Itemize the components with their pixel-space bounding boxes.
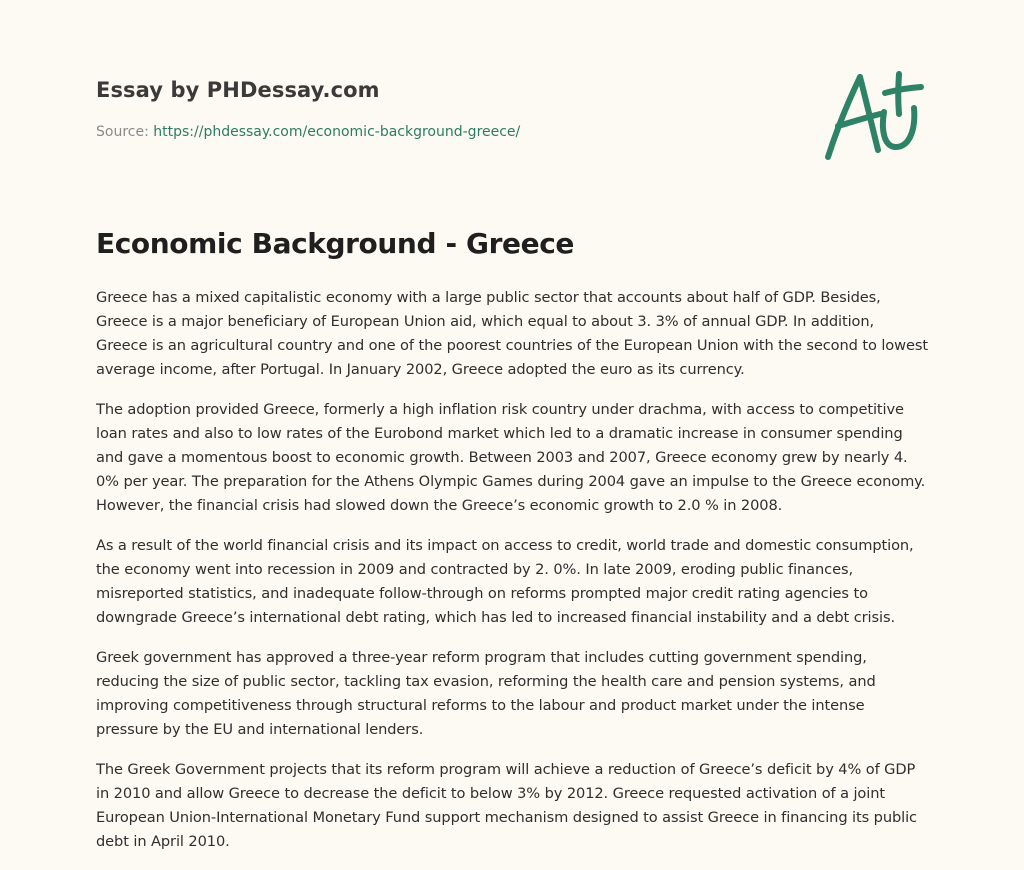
paragraph: Greece has a mixed capitalistic economy with a large public sector that accounts about half of GDP. Besides, Greece is a major beneficiary of European Union aid, which equal to about 3. 3% of annual GDP. In addition, Greece is an agricultural country and one of the poorest countries of the European Union with the second to lowest average income, after Portugal. In January 2002, Greece adopted the euro as its currency. — [96, 289, 928, 378]
paragraph: The adoption provided Greece, formerly a high inflation risk country under drachma, with access to competitive loan rates and also to low rates of the Eurobond market which led to a dramatic increase in consumer spending and gave a momentous boost to economic growth. Between 2003 and 2007, Greece economy grew by nearly 4. 0% per year. The preparation for the Athens Olympic Games during 2004 gave an impulse to the Greece economy. However, the financial crisis had slowed down the Greece’s economic growth to 2.0 % in 2008. — [96, 401, 926, 514]
source-line — [96, 122, 796, 142]
source-link[interactable]: https://phdessay.com/economic-background-greece/ — [153, 124, 521, 140]
paragraph: As a result of the world financial crisis and its impact on access to credit, world trade and domestic consumption, the economy went into recession in 2009 and contracted by 2. 0%. In late 2009, eroding public finances, misreported statistics, and inadequate follow-through on reforms prompted major credit rating agencies to downgrade Greece’s international debt rating, which has led to increased financial instability and a debt crisis. — [96, 537, 914, 626]
header — [96, 76, 796, 142]
article-title: Economic Background - Greece — [96, 227, 574, 260]
brand-title: Essay by PHDessay.com — [96, 78, 380, 102]
a-plus-logo-icon — [818, 66, 928, 166]
article-body — [96, 286, 928, 870]
paragraph: The Greek Government projects that its reform program will achieve a reduction of Greece’s deficit by 4% of GDP in 2010 and allow Greece to decrease the deficit to below 3% by 2012. Greece requested activation of a joint European Union-International Monetary Fund support mechanism designed to assist Greece in financing its public debt in April 2010. — [96, 761, 917, 850]
source-label: Source: — [96, 124, 149, 140]
paragraph: Greek government has approved a three-year reform program that includes cutting government spending, reducing the size of public sector, tackling tax evasion, reforming the health care and pension systems, and improving competitiveness through structural reforms to the labour and product market under the intense pressure by the EU and international lenders. — [96, 649, 876, 738]
